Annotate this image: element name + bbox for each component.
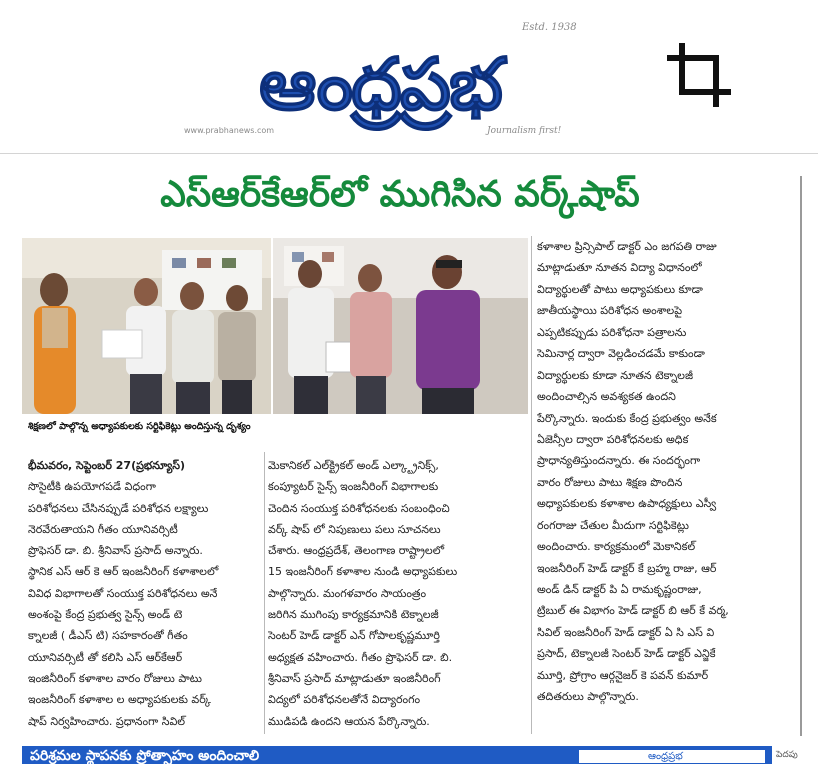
article-line: కంప్యూటర్ సైన్స్ ఇంజనీరింగ్ విభాగాలకు xyxy=(268,480,439,494)
article-line: ప్రొఫెసర్ డా. బి. శ్రీనివాస్ ప్రసాద్ అన్నారు. xyxy=(28,544,203,558)
page-right-border xyxy=(800,176,802,736)
article-line: విద్యలో పరిశోధనలతోనే విద్యారంగం xyxy=(268,693,421,707)
article-line: తదితరులు పాల్గొన్నారు. xyxy=(537,690,639,704)
article-column-2 xyxy=(268,455,526,732)
article-line: అధ్యక్షత వహించారు. గీతం ప్రొఫెసర్ డా. బి. xyxy=(268,650,453,664)
article-line: ఇంజనీరింగ్ హెడ్ డాక్టర్ కే బ్రహ్మ రాజు, ఆర్ xyxy=(537,561,717,575)
article-line: ముడిపడి ఉందని ఆయన పేర్కొన్నారు. xyxy=(268,714,430,728)
next-article-headline: పరిశ్రమల స్థాపనకు ప్రోత్సాహం అందించాలి xyxy=(30,748,260,764)
article-line: వివిధ విభాగాలతో సంయుక్త పరిశోధనలు అనే xyxy=(28,586,218,600)
article-line: శ్రీనివాస్ ప్రసాద్ మాట్లాడుతూ ఇంజినీరింగ్ xyxy=(268,671,441,685)
article-line: పేర్కొన్నారు. ఇందుకు కేంద్ర ప్రభుత్వం అనేక xyxy=(537,411,717,425)
adjacent-article-text: పెదపు xyxy=(776,750,798,760)
article-line: అండ్ డిన్ డాక్టర్ పి ఏ రామకృష్ణంరాజు, xyxy=(537,583,702,596)
article-line: మెకానికల్ ఎల్‌క్ట్రికల్ అండ్ ఎల్క్ట్రానిక్స్, xyxy=(268,459,439,472)
tagline: Journalism first! xyxy=(487,126,562,136)
article-line: అంశంపై కేంద్ర ప్రభుత్వ సైన్స్ అండ్ టె xyxy=(28,608,183,622)
article-line: సెమినార్ల ద్వారా వెల్లడించడమే కాకుండా xyxy=(537,347,705,361)
article-line: పరిశోధనలు చేసినప్పుడే పరిశోధన లక్ష్యాలు xyxy=(28,501,209,515)
article-line: 15 ఇంజనీరింగ్ కళాశాల నుండి అధ్యాపకులు xyxy=(268,565,458,579)
photo-illustration xyxy=(22,238,528,414)
article-line: సివిల్ ఇంజనీరింగ్ హెడ్ డాక్టర్ ఏ సి ఎస్ వి xyxy=(537,625,715,639)
article-line: స్థానిక ఎస్ ఆర్ కె ఆర్ ఇంజనీరింగ్ కళాశాలలో xyxy=(28,565,219,579)
article-line: సొసైటీకి ఉపయోగపడే విధంగా xyxy=(28,480,156,494)
article-line: ప్రాధాన్యతిస్తుందన్నారు. ఈ సందర్భంగా xyxy=(537,454,701,468)
article-line: అధ్యాపకులకు కళాశాల ఉపాధ్యక్షులు ఎస్వీ xyxy=(537,497,717,511)
article-line: షాప్ నిర్వహించారు. ప్రధానంగా సివిల్ xyxy=(28,714,186,728)
crop-icon[interactable] xyxy=(664,40,734,110)
header-divider xyxy=(0,153,818,154)
article-line: యూనివర్సిటీ తో కలిసి ఎస్ ఆర్‌కేఆర్ xyxy=(28,650,183,664)
article-line: ఇంజనీరింగ్ కళాశాల ల అధ్యాపకులకు వర్క్ xyxy=(28,693,211,707)
article-line: అందించాల్సిన అవశ్యకత ఉందని xyxy=(537,390,676,404)
article-line: వారం రోజులు పాటు శిక్షణ పొందిన xyxy=(537,475,683,489)
article-line: ట్రిబుల్ ఈ విభాగం హెడ్ డాక్టర్ బి ఆర్ కే వర్మ, xyxy=(537,604,729,618)
article-line: జాతీయస్థాయి పరిశోధన అంశాలపై xyxy=(537,304,683,318)
established-year: Estd. 1938 xyxy=(522,22,577,33)
article-line: విద్యార్థులకు కూడా నూతన టెక్నాలజీ xyxy=(537,368,694,382)
article-headline: ఎస్ఆర్‌కేఆర్‌లో ముగిసిన వర్క్‌షాప్ xyxy=(160,174,640,215)
article-line: ఇంజినీరింగ్ కళాశాల వారం రోజులు పాటు xyxy=(28,671,202,685)
article-line: మాట్లాడుతూ నూతన విద్యా విధానంలో xyxy=(537,261,702,275)
article-line: చేశారు. ఆంధ్రప్రదేశ్, తెలంగాణ రాష్ట్రాలలో xyxy=(268,544,445,558)
article-line: వర్క్ షాప్ లో నిపుణులు పలు సూచనలు xyxy=(268,522,441,536)
column-divider-1 xyxy=(264,452,265,734)
article-line: విద్యార్థులతో పాటు అధ్యాపకులు కూడా xyxy=(537,282,703,296)
article-line: నెరవేరుతాయని గీతం యూనివర్సిటీ xyxy=(28,522,178,536)
article-line: ప్రసాద్, టెక్నాలజీ సెంటర్ హెడ్ డాక్టర్ ఎన్జికే xyxy=(537,647,716,661)
website-url: www.prabhanews.com xyxy=(184,126,275,135)
article-line: అందించారు. కార్యక్రమంలో మెకానికల్ xyxy=(537,540,696,554)
article-line: పాల్గొన్నారు. మంగళవారం సాయంత్రం xyxy=(268,586,427,600)
article-line: రంగరాజు చేతుల మీదుగా సర్టిఫికెట్లు xyxy=(537,518,689,532)
photo-caption: శిక్షణలో పాల్గొన్న అధ్యాపకులకు సర్టిఫికెట్లు అందిస్తున్న దృశ్యం xyxy=(28,421,251,432)
article-column-1 xyxy=(28,455,260,732)
article-line: సెంటర్ హెడ్ డాక్టర్ ఎన్ గోపాలకృష్ణమూర్తి xyxy=(268,629,440,643)
article-column-3 xyxy=(537,236,797,708)
next-article-tag: ఆంధ్రప్రభ xyxy=(648,751,683,762)
article-line: మూర్తి, ప్రోగ్రాం ఆర్గనైజర్ కె పవన్ కుమార్ xyxy=(537,668,709,682)
newspaper-masthead-logo xyxy=(180,36,580,132)
column-divider-2 xyxy=(531,236,532,734)
article-line: కళాశాల ప్రిన్సిపాల్ డాక్టర్ ఎం జగపతి రాజు xyxy=(537,240,717,253)
article-line: జరిగిన ముగింపు కార్యక్రమానికి టెక్నాలజీ xyxy=(268,608,439,622)
article-line: ఎప్పటికప్పుడు పరిశోధనా పత్రాలను xyxy=(537,325,687,339)
article-dateline: భీమవరం, సెప్టెంబర్ 27(ప్రభన్యూస్) xyxy=(28,459,186,472)
article-line: ఏజెన్సీల ద్వారా పరిశోధనలకు అధిక xyxy=(537,432,689,446)
article-line: చెందిన సంయుక్త పరిశోధనలకు సంబంధించి xyxy=(268,501,450,515)
article-photo xyxy=(22,238,528,414)
masthead-logo-text: ఆంధ్రప్రభ xyxy=(259,41,501,126)
article-line: క్నాలజీ ( డీఎస్ టి) సహకారంతో గీతం xyxy=(28,629,188,643)
